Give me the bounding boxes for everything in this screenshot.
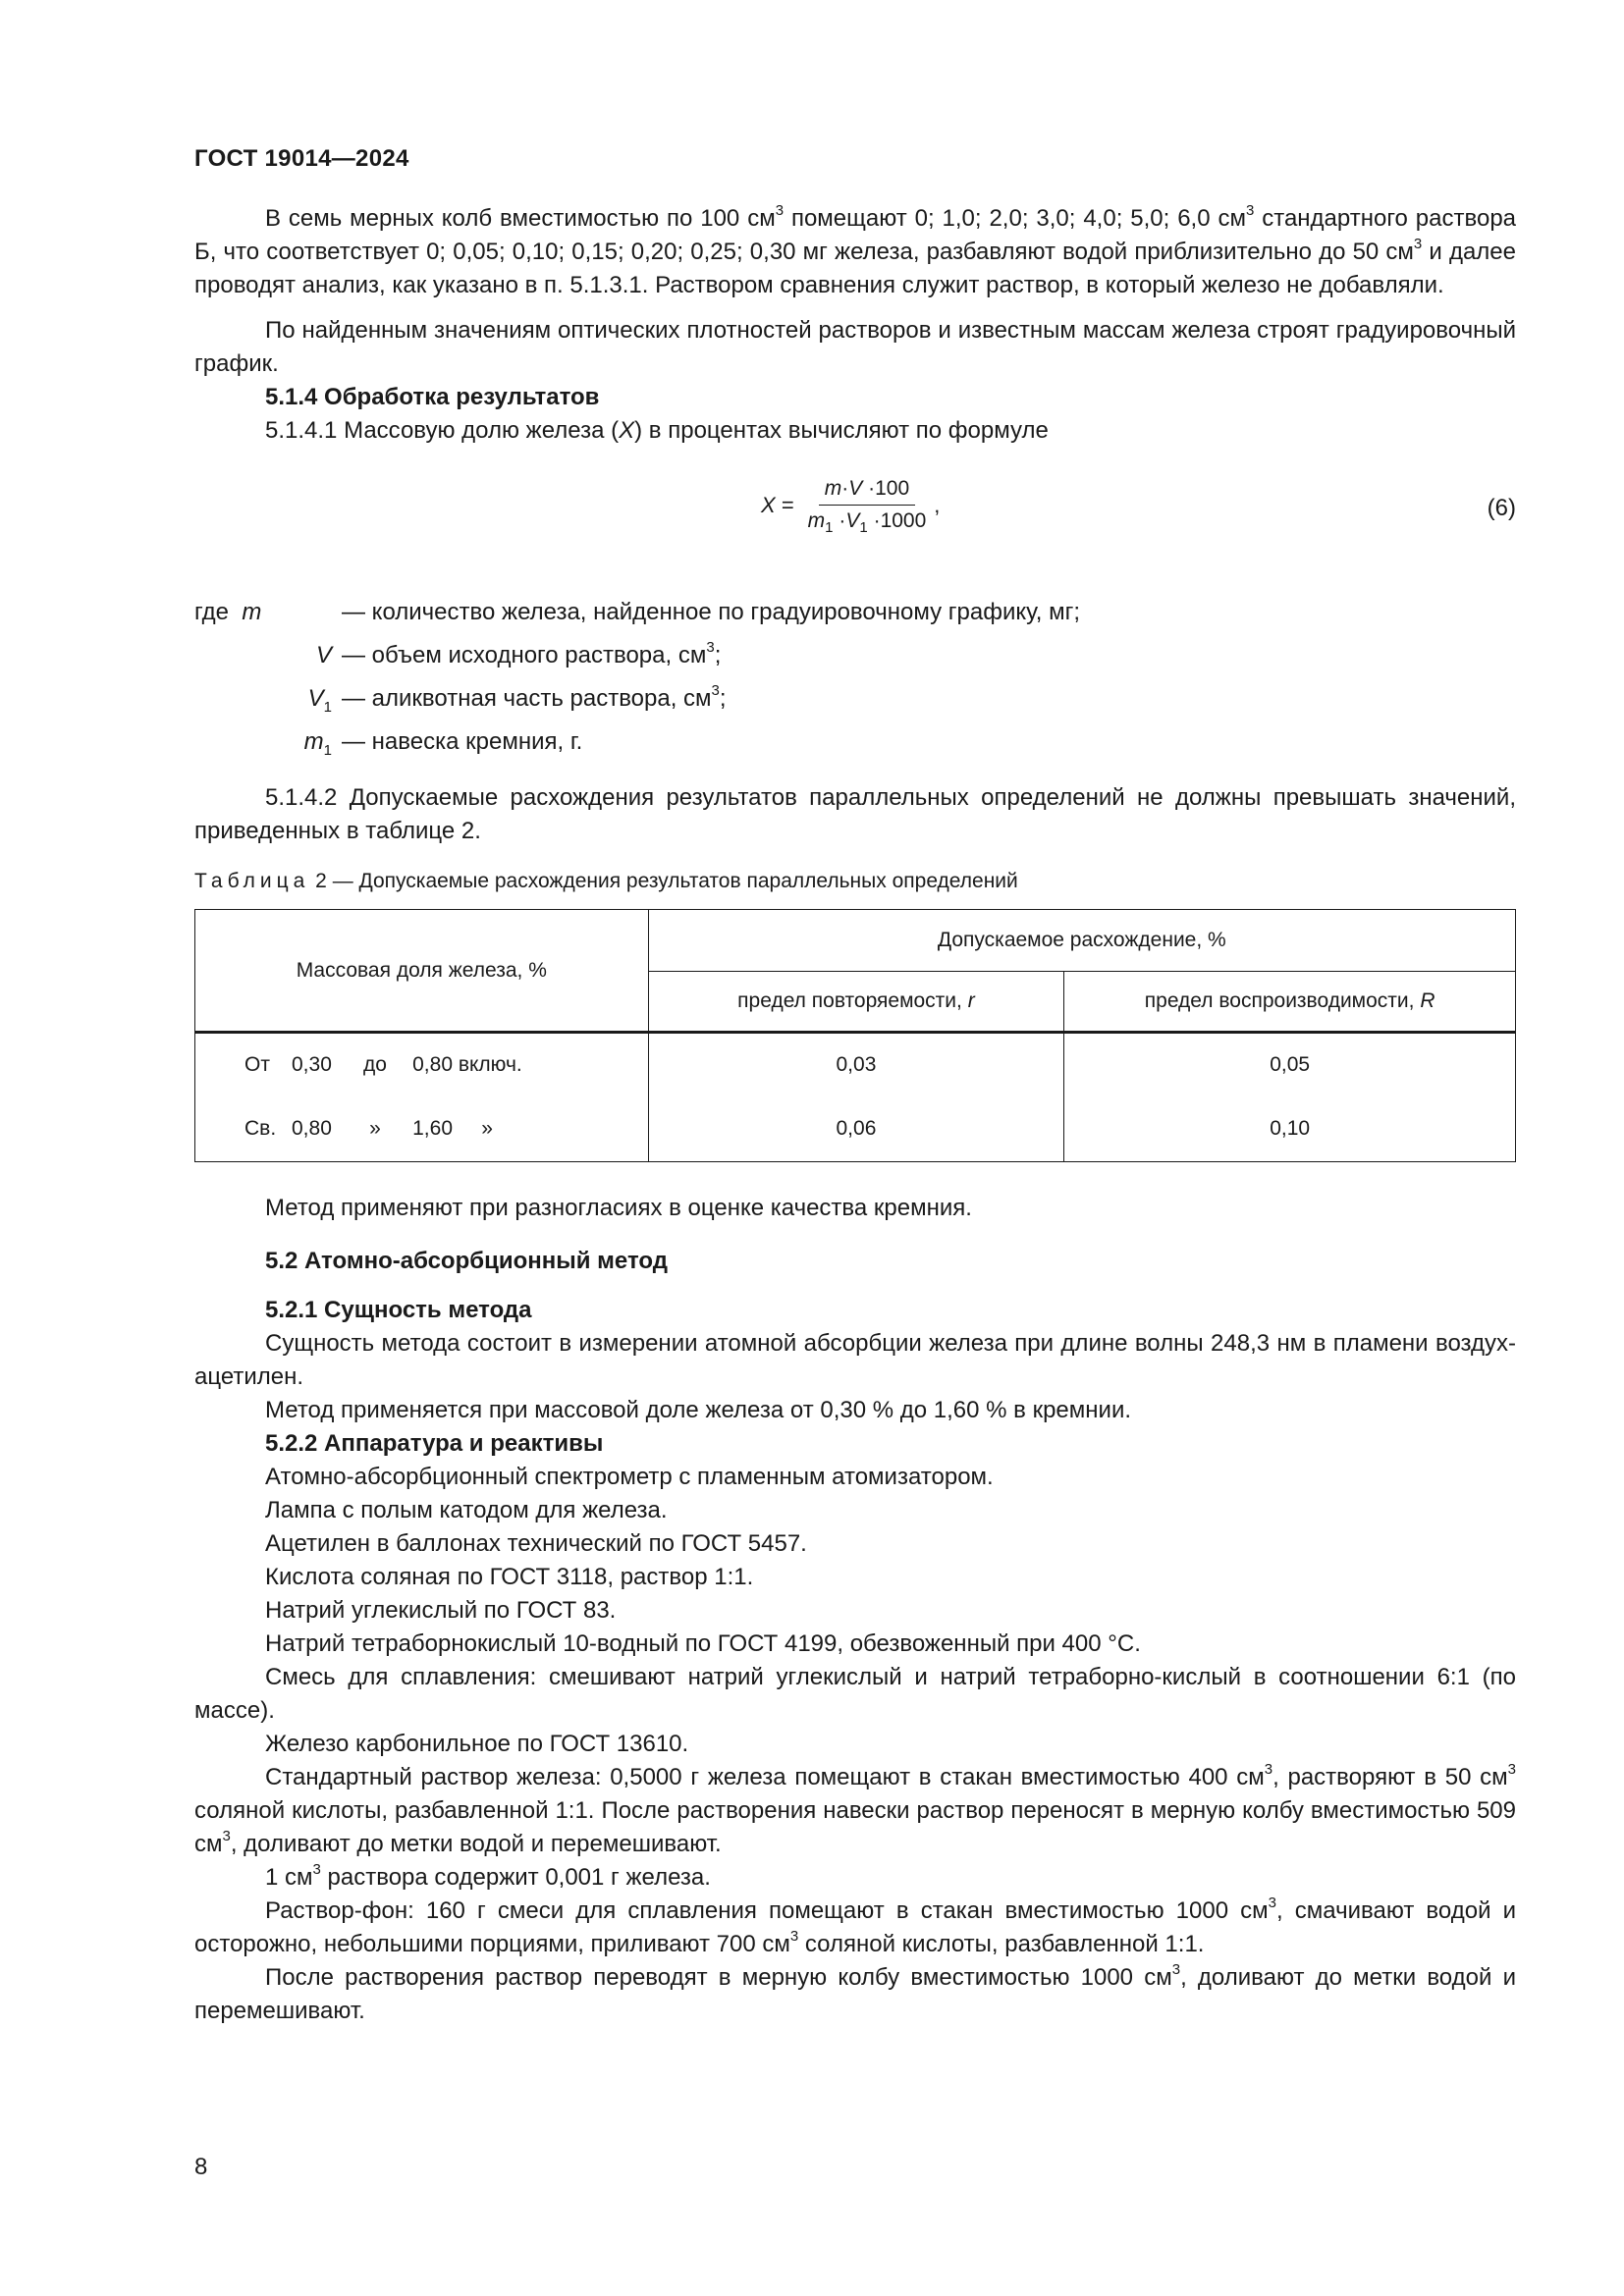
formula-denominator: $m_1 \cdot V_1 \cdot 1000$ — [807, 509, 927, 537]
formula-fraction — [802, 477, 933, 537]
list-item: Железо карбонильное по ГОСТ 13610. — [265, 1731, 689, 1757]
table-cell-r: 0,03 — [648, 1033, 1064, 1097]
formula-6 — [194, 469, 1516, 567]
list-item: Лампа с полым катодом для железа. — [265, 1497, 668, 1523]
page-number: 8 — [194, 2154, 208, 2180]
list-item: Натрий тетраборнокислый 10-водный по ГОСТ 4199, обезвоженный при 400 °С. — [265, 1630, 1141, 1657]
paragraph-5-2-1-essence: Сущность метода состоит в измерении атомной абсорбции железа при длине волны 248,3 нм в пламени воздух-ацетилен. — [194, 1330, 1516, 1390]
paragraph-5-1-4-1: 5.1.4.1 Массовую долю железа (X) в процентах вычисляют по формуле — [265, 417, 1049, 444]
list-item: Атомно-абсорбционный спектрометр с пламенным атомизатором. — [265, 1464, 994, 1490]
document-header: ГОСТ 19014—2024 — [194, 145, 409, 172]
legend-row-m: где m — количество железа, найденное по градуировочному графику, мг; — [194, 599, 1080, 625]
paragraph-5-2-1-range: Метод применяется при массовой доле железа от 0,30 % до 1,60 % в кремнии. — [265, 1397, 1132, 1423]
paragraph-method-disputes: Метод применяют при разногласиях в оценке качества кремния. — [265, 1195, 972, 1221]
paragraph-background-solution: Раствор-фон: 160 г смеси для сплавления помещают в стакан вместимостью 1000 $см^3$, смачивают водой и осторожно, небольшими порциями, приливают 700 $см^3$ соляной кислоты, разбавленной 1:1. — [194, 1895, 1516, 1957]
table-2 — [194, 909, 1516, 1162]
paragraph-calibration-flasks: В семь мерных колб вместимостью по 100 $см^3$ помещают 0; 1,0; 2,0; 3,0; 4,0; 5,0; 6,0 $см^3$ стандартного раствора Б, что соответствует 0; 0,05; 0,10; 0,15; 0,20; 0,25; 0,30 мг железа, разбавляют водой приблизительно до 50 $см^3$ и далее проводят анализ, как указано в п. 5.1.3.1. Раствором сравнения служит раствор, в который железо не добавляли. — [194, 202, 1517, 298]
table-caption: Таблица 2 — Допускаемые расхождения результатов параллельных определений — [194, 870, 1018, 892]
paragraph-after-dissolution: После растворения раствор переводят в мерную колбу вместимостью 1000 $см^3$, доливают до метки водой и перемешивают. — [194, 1961, 1516, 2024]
section-heading-5-2: 5.2 Атомно-абсорбционный метод — [265, 1248, 668, 1274]
formula-legend — [194, 591, 1516, 764]
table-row — [195, 1097, 1516, 1162]
legend-row-v1: $V_1$ — аликвотная часть раствора, $см^3$; — [307, 682, 727, 716]
formula-numerator: m·V ·100 — [819, 477, 915, 506]
paragraph-calibration-graph: По найденным значениям оптических плотностей растворов и известным массам железа строят градуировочный график. — [194, 317, 1516, 377]
list-item: Смесь для сплавления: смешивают натрий углекислый и натрий тетраборно-кислый в соотношении 6:1 (по массе). — [194, 1664, 1516, 1724]
legend-row-m1: $m_1$ — навеска кремния, г. — [303, 728, 583, 759]
legend-row-v: V — объем исходного раствора, $см^3$; — [315, 639, 722, 668]
equation-number: (6) — [1487, 495, 1516, 521]
formula-expression: X = $\frac{m\cdot V \cdot 100}{m_1 \cdot V_1 \cdot 1000}$ , — [761, 477, 941, 537]
table-header-mass: Массовая доля железа, % — [195, 910, 649, 1033]
paragraph-standard-solution: Стандартный раствор железа: 0,5000 г железа помещают в стакан вместимостью 400 $см^3$, растворяют в 50 $см^3$ соляной кислоты, разбавленной 1:1. После растворения навески раствор переносят в мерную колбу вместимостью 509 $см^3$, доливают до метки водой и перемешивают. — [194, 1761, 1516, 1857]
paragraph-solution-content: 1 $см^3$ раствора содержит 0,001 г железа. — [265, 1861, 711, 1891]
paragraph-5-1-4-2: 5.1.4.2 Допускаемые расхождения результатов параллельных определений не должны превышать значений, приведенных в таблице 2. — [194, 784, 1516, 844]
table-header-reproducibility: предел воспроизводимости, R — [1064, 972, 1516, 1033]
table-header-allowed: Допускаемое расхождение, % — [648, 910, 1515, 972]
section-heading-5-2-2: 5.2.2 Аппаратура и реактивы — [265, 1430, 604, 1457]
section-heading-5-2-1: 5.2.1 Сущность метода — [265, 1297, 532, 1323]
table-cell-R: 0,10 — [1064, 1097, 1516, 1162]
table-cell-R: 0,05 — [1064, 1033, 1516, 1097]
table-cell-r: 0,06 — [648, 1097, 1064, 1162]
list-item: Ацетилен в баллонах технический по ГОСТ 5457. — [265, 1530, 807, 1557]
table-header-repeatability: предел повторяемости, r — [648, 972, 1064, 1033]
page-content — [194, 145, 1516, 2028]
table-row — [195, 1033, 1516, 1097]
list-item: Натрий углекислый по ГОСТ 83. — [265, 1597, 617, 1624]
section-heading-5-1-4: 5.1.4 Обработка результатов — [265, 384, 600, 410]
table-cell-range: От 0,30 до 0,80 включ. — [195, 1033, 649, 1097]
table-cell-range: Св. 0,80 » 1,60 » — [195, 1097, 649, 1162]
list-item: Кислота соляная по ГОСТ 3118, раствор 1:1. — [265, 1564, 754, 1590]
